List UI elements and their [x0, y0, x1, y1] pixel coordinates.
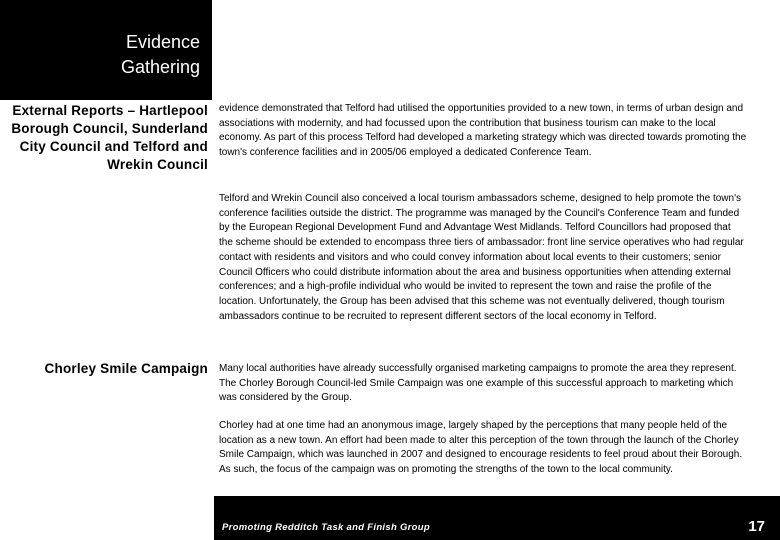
- paragraph-chorley-marketing: Many local authorities have already successfully organised marketing campaigns to promote the area they represent. The Chorley Borough Council-led Smile Campaign was one example of this successful approach to marketing which was considered by the Group.: [219, 363, 737, 404]
- paragraph-ambassadors-scheme: Telford and Wrekin Council also conceived a local tourism ambassadors scheme, designed to help promote the town's conference facilities outside the district. The programme was managed by the Council's Conference Team and funded by the European Regional Development Fund and Advantage West Midlands. Telford Councillors had proposed that the scheme should be extended to encompass three tiers of ambassador: front line service operatives who had regular contact with residents and visitors and who could convey information about local events to their customers; senior Council Officers who could distribute information about the area and business opportunities when attending external conferences; and a high-profile individual who would be invited to represent the town and raise the profile of the location. Unfortunately, the Group has been advised that this scheme was not eventually delivered, though tourism ambassadors continue to be recruited to represent different sectors of the local economy in Telford.: [219, 193, 744, 322]
- footer-title: Promoting Redditch Task and Finish Group: [222, 522, 430, 533]
- side-heading-external-reports: External Reports – Hartlepool Borough Council, Sunderland City Council and Telford and Wrekin Council: [11, 103, 208, 172]
- section-header-box: [0, 0, 212, 100]
- section-title: Evidence Gathering: [120, 32, 200, 77]
- paragraph-chorley-image: Chorley had at one time had an anonymous image, largely shaped by the perceptions that many people held of the location as a new town. An effort had been made to alter this perception of the town through the launch of the Chorley Smile Campaign, which was launched in 2007 and designed to encourage residents to feel proud about their Borough. As such, the focus of the campaign was on promoting the strengths of the town to the local community.: [219, 420, 743, 476]
- paragraph-telford-evidence: evidence demonstrated that Telford had utilised the opportunities provided to a new town, in terms of urban design and associations with modernity, and had focussed upon the contribution that business tourism can make to the local economy. As part of this process Telford had developed a marketing strategy which was directed towards promoting the town's conference facilities and in 2005/06 employed a dedicated Conference Team.: [219, 103, 747, 159]
- side-heading-chorley-smile: Chorley Smile Campaign: [44, 361, 208, 376]
- footer-bar: [214, 496, 780, 540]
- page-number: 17: [748, 518, 765, 535]
